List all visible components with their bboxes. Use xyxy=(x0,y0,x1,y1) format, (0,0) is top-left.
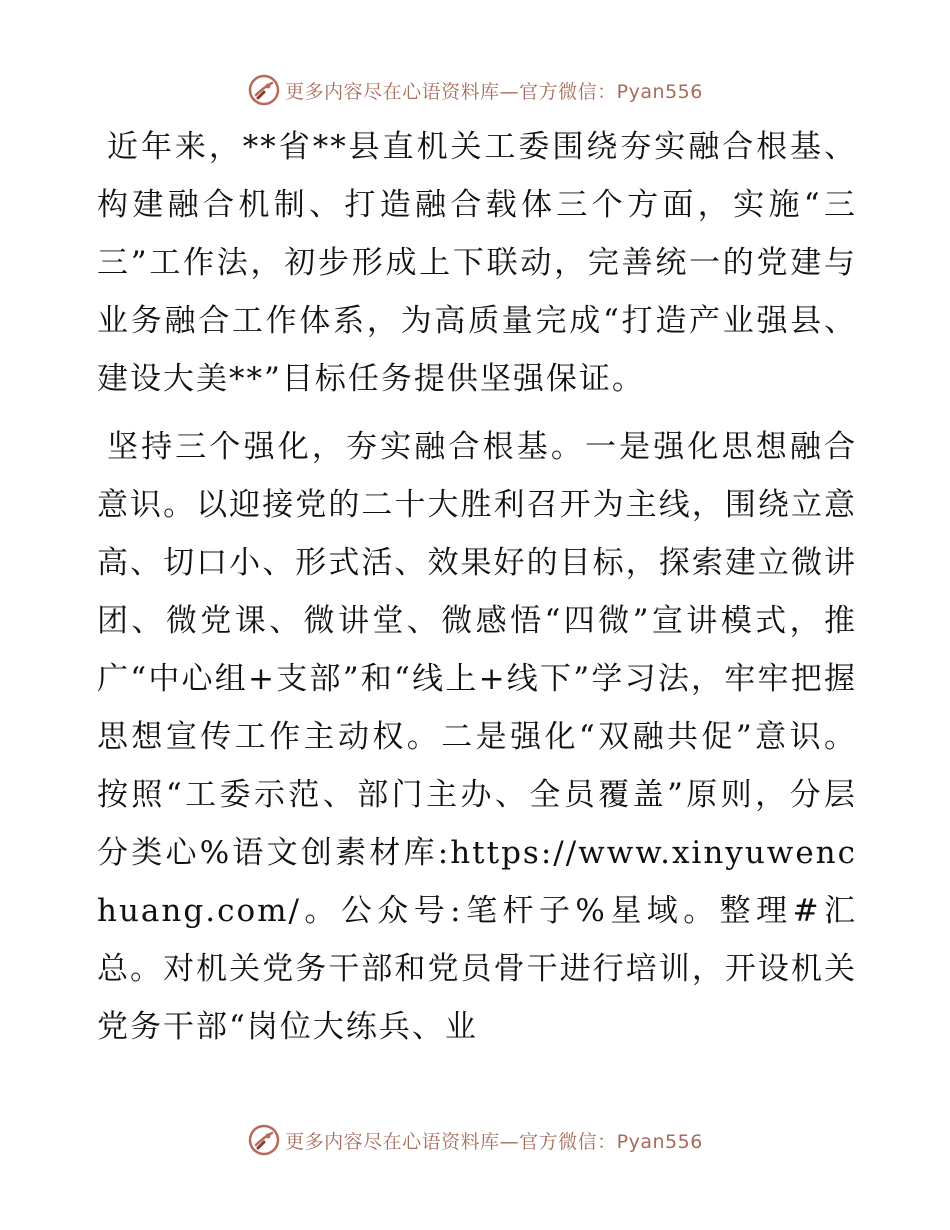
document-body xyxy=(97,118,857,1056)
book-pen-icon xyxy=(247,1123,281,1157)
paragraph-strengthen: 坚持三个强化，夯实融合根基。一是强化思想融合意识。以迎接党的二十大胜利召开为主线，围绕立意高、切口小、形式活、效果好的目标，探索建立微讲团、微党课、微讲堂、微感悟“四微”宣讲模式，推广“中心组+支部”和“线上+线下”学习法，牢牢把握思想宣传工作主动权。二是强化“双融共促”意识。按照“工委示范、部门主办、全员覆盖”原则，分层分类心%语文创素材库:https://www.xinyuwenchuang.com/。公众号:笔杆子%星域。整理#汇总。对机关党务干部和党员骨干进行培训，开设机关党务干部“岗位大练兵、业 xyxy=(97,429,857,1045)
footer-banner xyxy=(0,1120,950,1160)
paragraph-intro: 近年来，**省**县直机关工委围绕夯实融合根基、构建融合机制、打造融合载体三个方面，实施“三三”工作法，初步形成上下联动，完善统一的党建与业务融合工作体系，为高质量完成“打造产业强县、建设大美**”目标任务提供坚强保证。 xyxy=(97,129,857,397)
header-banner-text: 更多内容尽在心语资料库—官方微信：Pyan556 xyxy=(285,80,703,103)
book-pen-icon xyxy=(247,73,281,107)
header-banner xyxy=(0,70,950,110)
footer-banner-text: 更多内容尽在心语资料库—官方微信：Pyan556 xyxy=(285,1130,703,1153)
